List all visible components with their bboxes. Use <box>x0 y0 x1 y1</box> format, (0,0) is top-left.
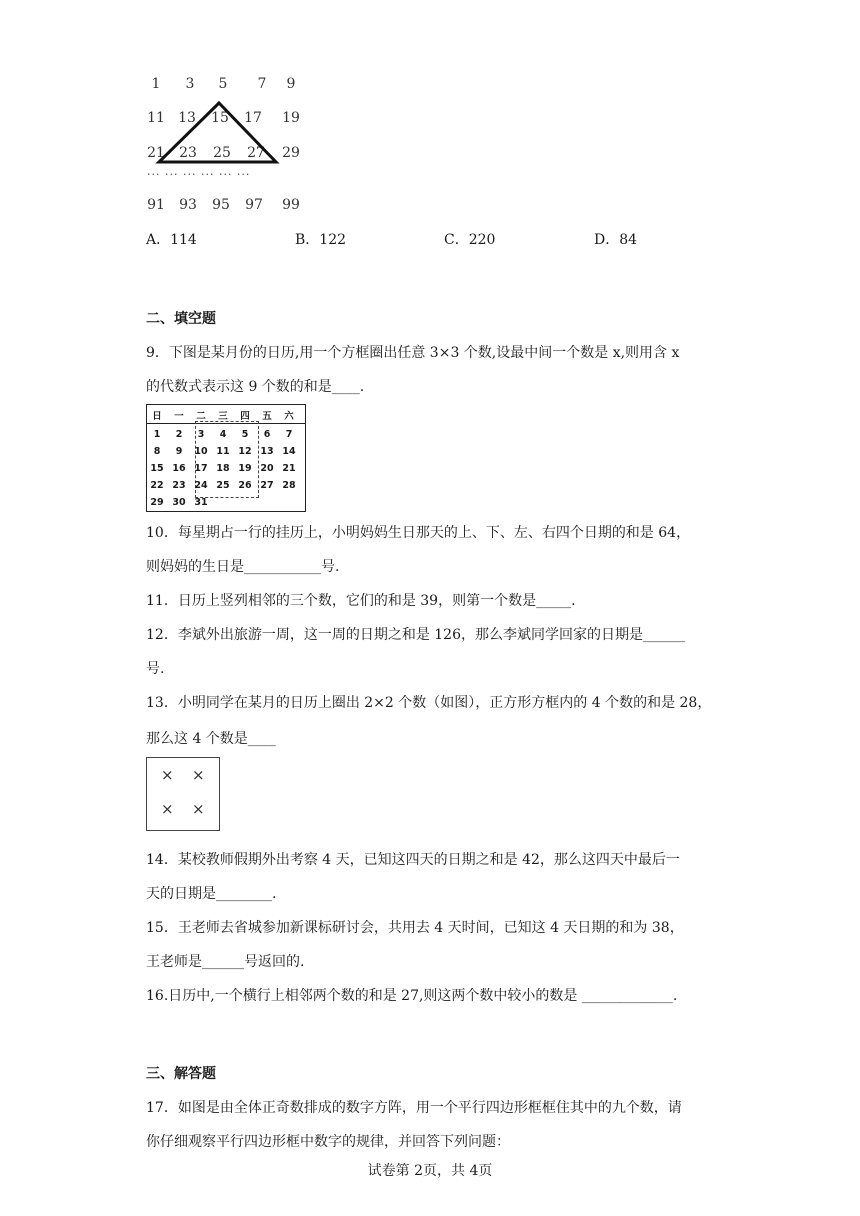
option-d: D．84 <box>594 232 638 248</box>
calendar-day: 3 <box>197 429 205 440</box>
question-15-line2: 王老师是______号返回的. <box>146 954 305 970</box>
calendar-day: 26 <box>238 480 252 491</box>
section-title: 二、填空题 <box>146 311 216 327</box>
weekday-header: 一 <box>174 411 184 422</box>
calendar-day: 27 <box>260 480 274 491</box>
question-9-line1: 9．下图是某月份的日历,用一个方框圈出任意 3×3 个数,设最中间一个数是 x,则用含 x <box>146 345 680 361</box>
calendar-day: 29 <box>150 497 164 508</box>
question-14-line2: 天的日期是________. <box>146 886 277 902</box>
grid-cell: 19 <box>282 110 300 126</box>
calendar-day: 20 <box>260 463 274 474</box>
calendar-day: 7 <box>285 429 293 440</box>
grid-cell: 23 <box>179 145 197 161</box>
grid-cell: 21 <box>147 145 165 161</box>
question-16: 16.日历中,一个横行上相邻两个数的和是 27,则这两个数中较小的数是 _____________. <box>146 988 678 1004</box>
grid-cell: 3 <box>185 76 195 92</box>
question-14-line1: 14．某校教师假期外出考察 4 天，已知这四天的日期之和是 42，那么这四天中最后一 <box>146 852 680 868</box>
calendar-day: 9 <box>175 446 183 457</box>
question-11: 11．日历上竖列相邻的三个数，它们的和是 39，则第一个数是_____. <box>146 593 576 609</box>
page-footer: 试卷第 2页，共 4页 <box>367 1163 493 1179</box>
weekday-header: 日 <box>152 411 162 422</box>
question-12-line2: 号. <box>146 661 165 677</box>
triangle-frame <box>0 0 860 240</box>
grid-cell: 99 <box>282 197 300 213</box>
calendar-day: 4 <box>219 429 227 440</box>
calendar-day: 22 <box>150 480 164 491</box>
question-13-line1: 13．小明同学在某月的日历上圈出 2×2 个数（如图），正方形方框内的 4 个数的和是 28， <box>146 695 712 711</box>
calendar-day: 2 <box>175 429 183 440</box>
cross-icon: × <box>161 766 174 784</box>
grid-cell: 11 <box>147 110 165 126</box>
option-a: A．114 <box>146 232 197 248</box>
calendar-day: 31 <box>194 497 208 508</box>
grid-cell: 17 <box>244 110 262 126</box>
calendar-day: 25 <box>216 480 230 491</box>
question-10-line2: 则妈妈的生日是___________号. <box>146 559 340 575</box>
calendar-day: 5 <box>241 429 249 440</box>
calendar-day: 23 <box>172 480 186 491</box>
calendar-day: 12 <box>238 446 252 457</box>
grid-cell: 15 <box>211 110 229 126</box>
calendar-day: 8 <box>153 446 161 457</box>
question-13-line2: 那么这 4 个数是____ <box>146 731 276 747</box>
grid-cell: 1 <box>151 76 161 92</box>
question-12-line1: 12．李斌外出旅游一周，这一周的日期之和是 126，那么李斌同学回家的日期是______ <box>146 627 685 643</box>
weekday-header: 六 <box>284 411 294 422</box>
calendar-day: 18 <box>216 463 230 474</box>
cross-icon: × <box>192 800 205 818</box>
option-b: B．122 <box>295 232 347 248</box>
grid-cell: 27 <box>247 145 265 161</box>
grid-cell: 9 <box>286 76 296 92</box>
weekday-header: 四 <box>240 411 250 422</box>
calendar-day: 15 <box>150 463 164 474</box>
cross-icon: × <box>192 766 205 784</box>
calendar-day: 21 <box>282 463 296 474</box>
two-by-two-box <box>146 757 220 831</box>
calendar-day: 28 <box>282 480 296 491</box>
calendar-day: 6 <box>263 429 271 440</box>
calendar-day: 13 <box>260 446 274 457</box>
calendar-day: 30 <box>172 497 186 508</box>
weekday-header: 三 <box>218 411 228 422</box>
calendar-day: 19 <box>238 463 252 474</box>
cross-icon: × <box>161 800 174 818</box>
question-17-line2: 你仔细观察平行四边形框中数字的规律，并回答下列问题： <box>146 1134 510 1150</box>
option-c: C．220 <box>444 232 496 248</box>
grid-cell: 93 <box>179 197 197 213</box>
grid-cell: 91 <box>147 197 165 213</box>
calendar-table <box>146 404 306 512</box>
grid-cell: 25 <box>213 145 231 161</box>
grid-cell: 95 <box>212 197 230 213</box>
calendar-day: 16 <box>172 463 186 474</box>
section-title: 三、解答题 <box>146 1066 216 1082</box>
grid-cell: 29 <box>282 145 300 161</box>
weekday-header: 五 <box>262 411 272 422</box>
question-10-line1: 10．每星期占一行的挂历上，小明妈妈生日那天的上、下、左、右四个日期的和是 64， <box>146 525 691 541</box>
question-9-line2: 的代数式表示这 9 个数的和是____. <box>146 379 365 395</box>
grid-cell: 13 <box>178 110 196 126</box>
calendar-day: 14 <box>282 446 296 457</box>
calendar-day: 1 <box>153 429 161 440</box>
weekday-header: 二 <box>196 411 206 422</box>
calendar-day: 17 <box>194 463 208 474</box>
calendar-day: 10 <box>194 446 208 457</box>
grid-cell: 97 <box>245 197 263 213</box>
calendar-day: 11 <box>216 446 230 457</box>
grid-ellipsis: ··· ··· ··· ··· ··· ··· <box>147 168 251 181</box>
grid-cell: 5 <box>218 76 228 92</box>
grid-cell: 7 <box>257 76 267 92</box>
calendar-day: 24 <box>194 480 208 491</box>
question-17-line1: 17．如图是由全体正奇数排成的数字方阵，用一个平行四边形框框住其中的九个数，请 <box>146 1100 682 1116</box>
question-15-line1: 15．王老师去省城参加新课标研讨会，共用去 4 天时间，已知这 4 天日期的和为 38， <box>146 920 684 936</box>
